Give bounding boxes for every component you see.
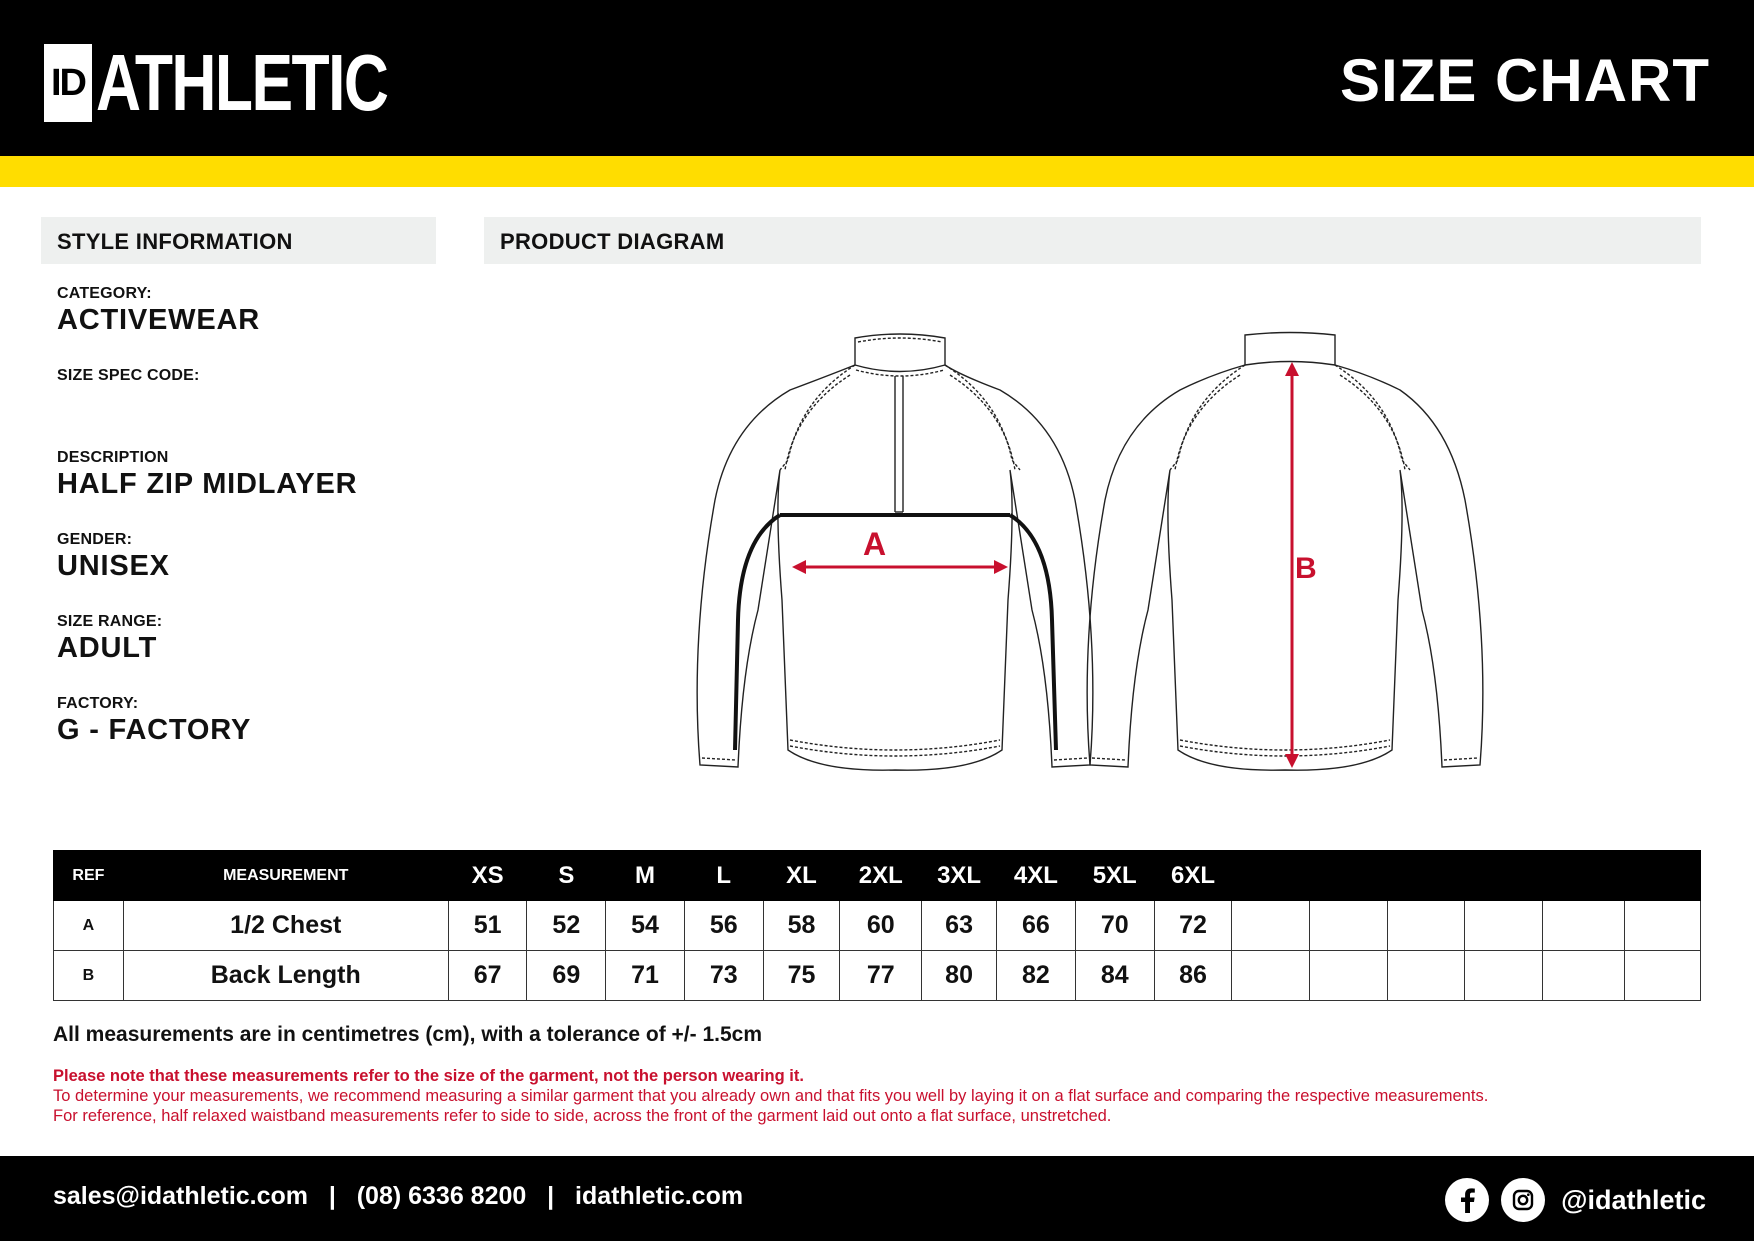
value-cell: 72 bbox=[1154, 901, 1232, 951]
ref-header: REF bbox=[54, 851, 124, 901]
units-note: All measurements are in centimetres (cm), with a tolerance of +/- 1.5cm bbox=[53, 1023, 763, 1046]
value-cell: 63 bbox=[922, 901, 997, 951]
empty-cell bbox=[1232, 901, 1310, 951]
field-description bbox=[57, 449, 357, 501]
size-header: M bbox=[606, 851, 685, 901]
email-link[interactable]: sales@idathletic.com bbox=[53, 1182, 309, 1210]
separator: | bbox=[547, 1182, 555, 1210]
value-cell: 84 bbox=[1075, 951, 1154, 1001]
value-cell: 73 bbox=[684, 951, 763, 1001]
phone-link[interactable]: (08) 6336 8200 bbox=[356, 1182, 527, 1210]
empty-cell bbox=[1387, 951, 1465, 1001]
field-factory bbox=[57, 695, 251, 747]
contact-line bbox=[53, 1182, 743, 1211]
value-cell: 70 bbox=[1075, 901, 1154, 951]
size-header: L bbox=[684, 851, 763, 901]
empty-cell bbox=[1465, 901, 1543, 951]
facebook-icon[interactable] bbox=[1445, 1178, 1489, 1222]
product-diagram bbox=[690, 320, 1510, 780]
size-header: XL bbox=[763, 851, 840, 901]
value-cell: 71 bbox=[606, 951, 685, 1001]
field-label: FACTORY: bbox=[57, 695, 139, 712]
field-category bbox=[57, 285, 260, 337]
size-header: 6XL bbox=[1154, 851, 1232, 901]
empty-cell bbox=[1625, 901, 1701, 951]
value-cell: 56 bbox=[684, 901, 763, 951]
back-garment-drawing bbox=[1087, 333, 1483, 771]
field-label: DESCRIPTION bbox=[57, 449, 169, 466]
social-handle[interactable]: @idathletic bbox=[1561, 1184, 1706, 1215]
field-value: ADULT bbox=[57, 632, 158, 664]
size-header: 5XL bbox=[1075, 851, 1154, 901]
field-label: GENDER: bbox=[57, 531, 133, 548]
waistband-note: For reference, half relaxed waistband measurements refer to side to side, across the front of the garment laid out onto a flat surface, unstretched. bbox=[53, 1107, 1112, 1125]
social-links bbox=[1445, 1178, 1706, 1222]
value-cell: 67 bbox=[448, 951, 527, 1001]
field-value: UNISEX bbox=[57, 550, 170, 582]
instagram-icon[interactable] bbox=[1501, 1178, 1545, 1222]
empty-cell bbox=[1625, 951, 1701, 1001]
product-diagram-heading: PRODUCT DIAGRAM bbox=[484, 217, 1701, 264]
empty-cell bbox=[1310, 901, 1388, 951]
page-title: SIZE CHART bbox=[1340, 47, 1710, 114]
field-label: SIZE SPEC CODE: bbox=[57, 367, 200, 384]
brand-logo bbox=[44, 38, 470, 127]
field-gender bbox=[57, 531, 170, 583]
front-garment-drawing bbox=[697, 334, 1093, 770]
style-info-heading: STYLE INFORMATION bbox=[41, 217, 436, 264]
size-header: XS bbox=[448, 851, 527, 901]
value-cell: 52 bbox=[527, 901, 606, 951]
empty-cell bbox=[1542, 901, 1625, 951]
warning-note: Please note that these measurements refer to the size of the garment, not the person wearing it. bbox=[53, 1067, 804, 1085]
logo-text: ATHLETIC bbox=[96, 38, 388, 127]
disclaimer-block bbox=[53, 1066, 1713, 1126]
accent-stripe bbox=[0, 156, 1754, 187]
empty-cell bbox=[1465, 951, 1543, 1001]
empty-cell bbox=[1310, 951, 1388, 1001]
table-row bbox=[54, 951, 1701, 1001]
measurement-cell: 1/2 Chest bbox=[123, 901, 448, 951]
value-cell: 54 bbox=[606, 901, 685, 951]
value-cell: 60 bbox=[840, 901, 922, 951]
field-value: ACTIVEWEAR bbox=[57, 304, 260, 336]
measurement-arrow-a bbox=[792, 560, 1008, 574]
empty-cell bbox=[1387, 901, 1465, 951]
marker-b-label: B bbox=[1295, 552, 1317, 585]
size-header: 4XL bbox=[997, 851, 1076, 901]
empty-cell bbox=[1542, 951, 1625, 1001]
field-size-spec-code bbox=[57, 367, 200, 386]
marker-a-label: A bbox=[863, 526, 887, 562]
size-table bbox=[53, 850, 1701, 1001]
size-header: 3XL bbox=[922, 851, 997, 901]
table-row bbox=[54, 901, 1701, 951]
empty-header-cell bbox=[1387, 851, 1465, 901]
logo-mark: ID bbox=[44, 44, 92, 122]
measurement-cell: Back Length bbox=[123, 951, 448, 1001]
field-value: G - FACTORY bbox=[57, 714, 252, 746]
measuring-tip: To determine your measurements, we recommend measuring a similar garment that you already own and that fits you well by laying it on a flat surface and comparing the respective measurements. bbox=[53, 1087, 1489, 1105]
value-cell: 86 bbox=[1154, 951, 1232, 1001]
separator: | bbox=[328, 1182, 336, 1210]
ref-cell: A bbox=[54, 901, 124, 951]
field-label: CATEGORY: bbox=[57, 285, 152, 302]
value-cell: 58 bbox=[763, 901, 840, 951]
empty-cell bbox=[1232, 951, 1310, 1001]
empty-header-cell bbox=[1542, 851, 1625, 901]
empty-header-cell bbox=[1625, 851, 1701, 901]
empty-header-cell bbox=[1310, 851, 1388, 901]
value-cell: 51 bbox=[448, 901, 527, 951]
ref-cell: B bbox=[54, 951, 124, 1001]
value-cell: 77 bbox=[840, 951, 922, 1001]
value-cell: 80 bbox=[922, 951, 997, 1001]
value-cell: 82 bbox=[997, 951, 1076, 1001]
size-header: S bbox=[527, 851, 606, 901]
field-value: HALF ZIP MIDLAYER bbox=[57, 468, 358, 500]
empty-header-cell bbox=[1232, 851, 1310, 901]
website-link[interactable]: idathletic.com bbox=[575, 1182, 744, 1210]
value-cell: 75 bbox=[763, 951, 840, 1001]
footer-bar bbox=[0, 1156, 1754, 1241]
size-header: 2XL bbox=[840, 851, 922, 901]
header-bar bbox=[0, 0, 1754, 156]
empty-header-cell bbox=[1465, 851, 1543, 901]
measurement-header: MEASUREMENT bbox=[123, 851, 448, 901]
value-cell: 66 bbox=[997, 901, 1076, 951]
value-cell: 69 bbox=[527, 951, 606, 1001]
field-size-range bbox=[57, 613, 162, 665]
table-header-row bbox=[54, 851, 1701, 901]
field-label: SIZE RANGE: bbox=[57, 613, 163, 630]
